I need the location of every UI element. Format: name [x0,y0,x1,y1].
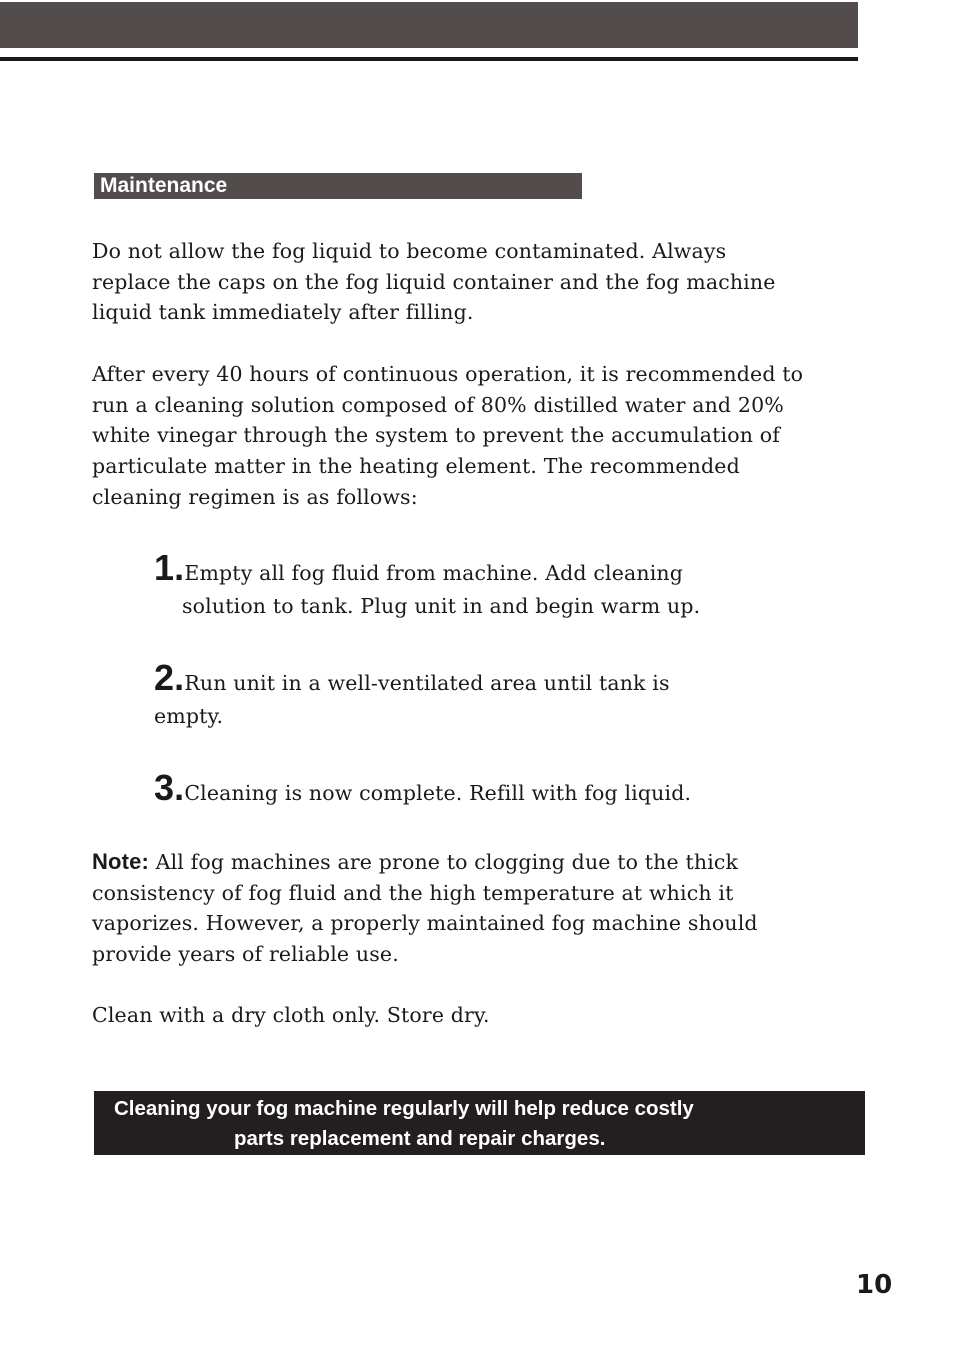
step-number: 3. [154,767,185,808]
header-rule [0,57,858,61]
note-text: All fog machines are prone to clogging due to the thick consistency of fog fluid and the high temperature at which it vaporizes. However, a properly maintained fog machine should provide years of reliable use. [92,850,758,967]
step-text-line2: empty. [154,704,224,728]
callout-line-1: Cleaning your fog machine regularly will help reduce costly [114,1097,694,1120]
header-bar [0,2,858,48]
note-label: Note: [92,849,149,874]
step-text-line1: Empty all fog fluid from machine. Add cleaning [184,561,684,585]
cleaning-step-1 [154,547,814,623]
note-paragraph [92,847,882,970]
cleaning-schedule-paragraph: After every 40 hours of continuous operation, it is recommended to run a cleaning solution composed of 80% distilled water and 20% white vinegar through the system to prevent the accumulation of particulate matter in the heating element. The recommended cleaning regimen is as follows: [92,362,804,509]
store-instruction: Clean with a dry cloth only. Store dry. [92,1003,490,1027]
step-number: 1. [154,547,185,588]
page-number: 10 [856,1270,893,1300]
callout-line-2: parts replacement and repair charges. [234,1127,606,1150]
callout-box [94,1091,865,1155]
cleaning-step-2 [154,657,814,733]
contamination-paragraph: Do not allow the fog liquid to become contaminated. Always replace the caps on the fog liquid container and the fog machine liquid tank immediately after filling. [92,239,776,325]
step-text-line2: solution to tank. Plug unit in and begin warm up. [182,594,701,618]
step-text-line1: Cleaning is now complete. Refill with fog liquid. [184,781,692,805]
section-title: Maintenance [94,173,582,199]
step-number: 2. [154,657,185,698]
step-text-line1: Run unit in a well-ventilated area until tank is [184,671,670,695]
cleaning-step-3 [154,767,814,810]
